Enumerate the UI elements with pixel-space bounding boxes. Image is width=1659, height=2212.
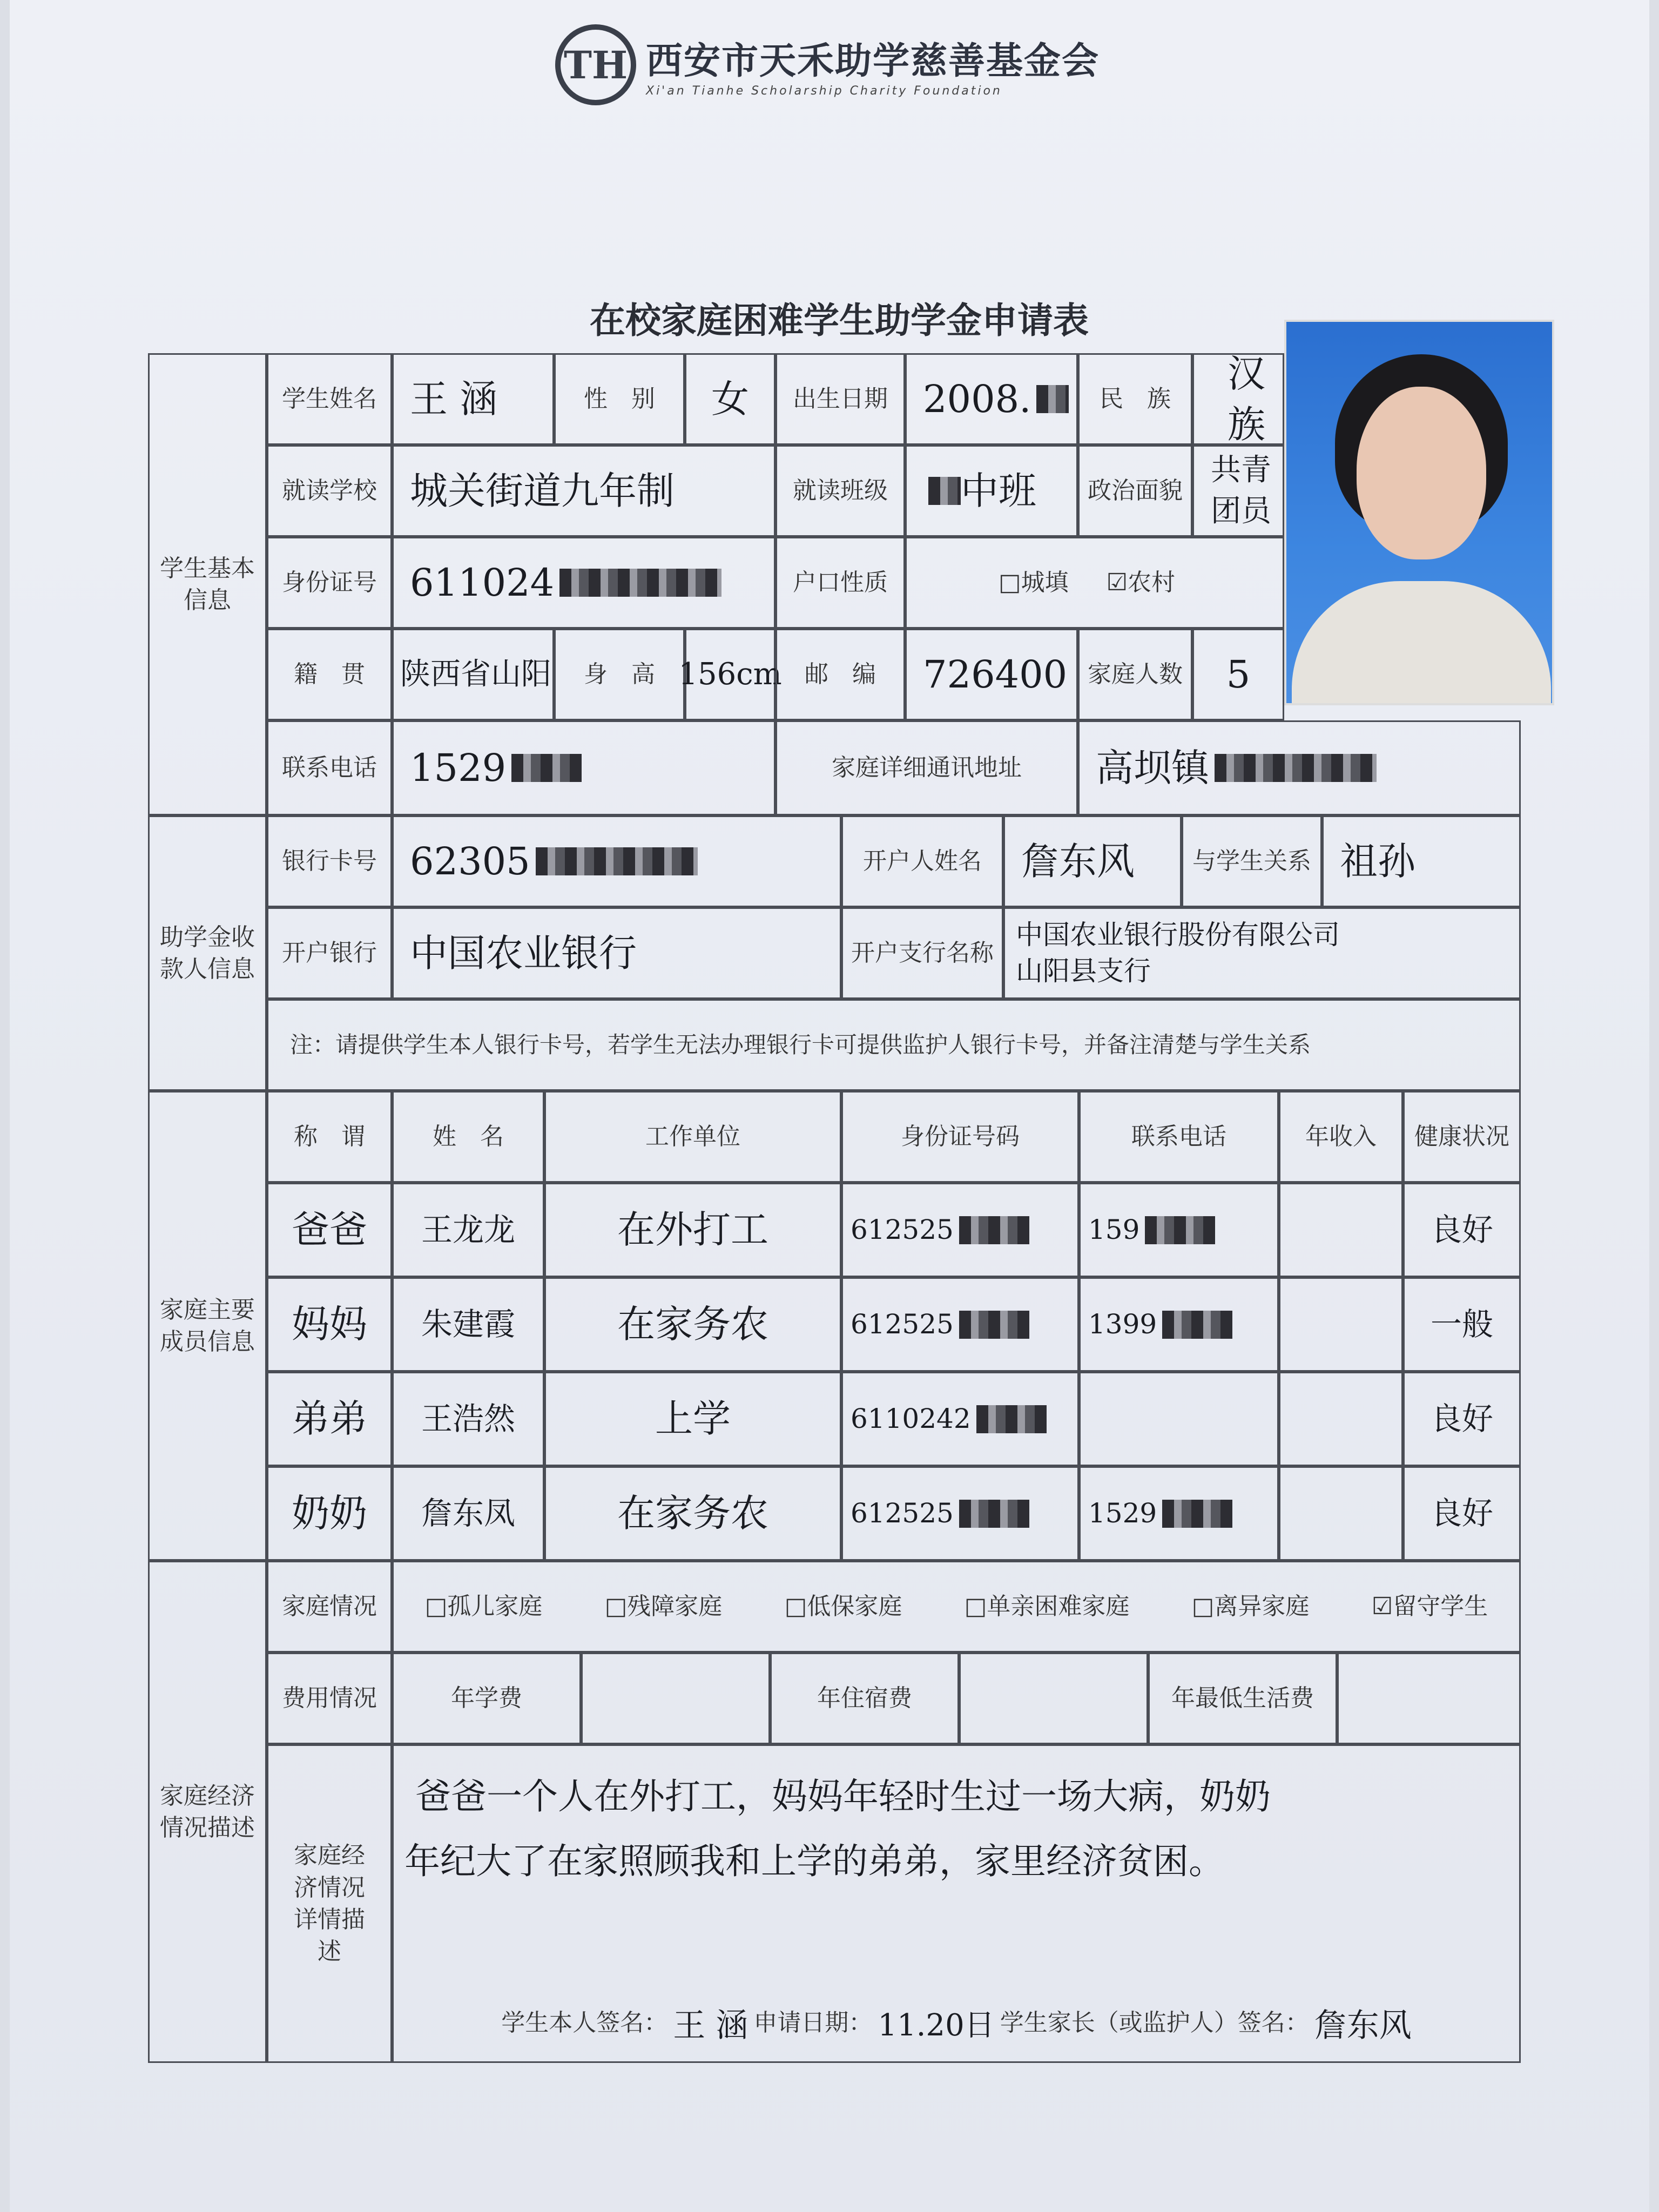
- label-bank-name: 开户银行: [267, 907, 392, 999]
- bank-note: 注：请提供学生本人银行卡号，若学生无法办理银行卡可提供监护人银行卡号，并备注清楚与学生关系: [267, 999, 1521, 1091]
- family-relation: 爸爸: [267, 1183, 392, 1277]
- redacted-mark: [1145, 1216, 1215, 1244]
- gender-value: 女: [685, 353, 775, 445]
- account-holder-value: 詹东风: [1003, 815, 1182, 907]
- redacted-mark: [536, 847, 698, 875]
- hukou-options: [905, 537, 1284, 629]
- phone-value: 1529: [392, 720, 775, 815]
- branch-name-value: 中国农业银行股份有限公司 山阳县支行: [1003, 907, 1521, 999]
- header-income: 年收入: [1279, 1091, 1403, 1183]
- family-relation: 奶奶: [267, 1466, 392, 1561]
- address-value: 高坝镇: [1078, 720, 1521, 815]
- redacted-mark: [1162, 1311, 1232, 1339]
- family-relation: 妈妈: [267, 1277, 392, 1372]
- height-value: 156cm: [685, 629, 775, 720]
- student-signature: 王 涵: [673, 2007, 748, 2045]
- redacted-mark: [511, 754, 582, 782]
- family-workplace: 上学: [544, 1372, 841, 1466]
- label-branch-name: 开户支行名称: [841, 907, 1003, 999]
- redacted-mark: [1162, 1500, 1232, 1528]
- header-health: 健康状况: [1403, 1091, 1521, 1183]
- signature-line: 学生本人签名： 王 涵 申请日期： 11.20日 学生家长（或监护人）签名： 詹东风: [394, 2000, 1519, 2046]
- application-form-paper: [10, 0, 1649, 2212]
- redacted-mark: [959, 1500, 1029, 1528]
- family-workplace: 在外打工: [544, 1183, 841, 1277]
- hukou-rural-checkbox[interactable]: ☑农村: [1106, 569, 1176, 597]
- label-living-cost: 年最低生活费: [1148, 1653, 1337, 1744]
- family-phone: 1529: [1079, 1466, 1279, 1561]
- label-economy-details: 家庭经济情况详情描述: [267, 1744, 392, 2063]
- redacted-mark: [959, 1216, 1029, 1244]
- label-relation: 与学生关系: [1182, 815, 1322, 907]
- family-phone: 159: [1079, 1183, 1279, 1277]
- family-income: [1279, 1466, 1403, 1561]
- application-date: 11.20日: [878, 2008, 995, 2043]
- family-situation-options: [392, 1561, 1521, 1653]
- native-place-value: 陕西省山阳: [392, 629, 554, 720]
- politics-value: 共青团员: [1192, 445, 1284, 537]
- low-income-family-checkbox[interactable]: □低保家庭: [784, 1593, 902, 1621]
- family-id-number: 612525: [841, 1277, 1079, 1372]
- label-tuition: 年学费: [392, 1653, 581, 1744]
- family-name: 朱建霞: [392, 1277, 544, 1372]
- family-workplace: 在家务农: [544, 1277, 841, 1372]
- bank-name-value: 中国农业银行: [392, 907, 841, 999]
- label-account-holder: 开户人姓名: [841, 815, 1003, 907]
- left-behind-student-checkbox[interactable]: ☑留守学生: [1371, 1593, 1488, 1621]
- family-size-value: 5: [1192, 629, 1284, 720]
- postcode-value: 726400: [905, 629, 1078, 720]
- family-health: 一般: [1403, 1277, 1521, 1372]
- label-student-name: 学生姓名: [267, 353, 392, 445]
- label-bank-card: 银行卡号: [267, 815, 392, 907]
- class-value: 中班: [905, 445, 1078, 537]
- disabled-family-checkbox[interactable]: □残障家庭: [604, 1593, 723, 1621]
- family-phone: [1079, 1372, 1279, 1466]
- family-health: 良好: [1403, 1183, 1521, 1277]
- economy-details-box: [392, 1744, 1521, 2063]
- header-phone: 联系电话: [1079, 1091, 1279, 1183]
- relation-value: 祖孙: [1322, 815, 1521, 907]
- redacted-mark: [928, 477, 961, 505]
- family-income: [1279, 1183, 1403, 1277]
- student-photo: [1284, 320, 1554, 705]
- divorced-family-checkbox[interactable]: □离异家庭: [1191, 1593, 1310, 1621]
- family-workplace: 在家务农: [544, 1466, 841, 1561]
- student-name-value: 王 涵: [392, 353, 554, 445]
- section-family-members: 家庭主要成员信息: [148, 1091, 267, 1561]
- family-income: [1279, 1372, 1403, 1466]
- family-relation: 弟弟: [267, 1372, 392, 1466]
- label-birth-date: 出生日期: [775, 353, 905, 445]
- economy-details-line2: 年纪大了在家照顾我和上学的弟弟，家里经济贫困。: [404, 1840, 1224, 1882]
- bank-card-value: 62305: [392, 815, 841, 907]
- family-health: 良好: [1403, 1372, 1521, 1466]
- label-hukou: 户口性质: [775, 537, 905, 629]
- section-economy: 家庭经济情况描述: [148, 1561, 267, 2063]
- header-relation: 称 谓: [267, 1091, 392, 1183]
- section-bank-info: 助学金收款人信息: [148, 815, 267, 1091]
- hukou-urban-checkbox[interactable]: □城填: [999, 569, 1069, 597]
- label-postcode: 邮 编: [775, 629, 905, 720]
- family-name: 王龙龙: [392, 1183, 544, 1277]
- family-name: 王浩然: [392, 1372, 544, 1466]
- lodging-value: [959, 1653, 1148, 1744]
- header-id-number: 身份证号码: [841, 1091, 1079, 1183]
- economy-details-line1: 爸爸一个人在外打工，妈妈年轻时生过一场大病，奶奶: [415, 1776, 1271, 1817]
- label-family-size: 家庭人数: [1078, 629, 1192, 720]
- label-school: 就读学校: [267, 445, 392, 537]
- family-id-number: 6110242: [841, 1372, 1079, 1466]
- guardian-signature: 詹东风: [1314, 2007, 1412, 2045]
- family-id-number: 612525: [841, 1466, 1079, 1561]
- label-class: 就读班级: [775, 445, 905, 537]
- redacted-mark: [1215, 754, 1377, 782]
- section-student-info: 学生基本信息: [148, 353, 267, 815]
- form-title: 在校家庭困难学生助学金申请表: [590, 300, 1089, 341]
- family-phone: 1399: [1079, 1277, 1279, 1372]
- family-income: [1279, 1277, 1403, 1372]
- foundation-name: 西安市天禾助学慈善基金会: [646, 40, 1100, 83]
- label-native-place: 籍 贯: [267, 629, 392, 720]
- foundation-name-en: Xi'an Tianhe Scholarship Charity Foundation: [646, 84, 1002, 98]
- redacted-mark: [959, 1311, 1029, 1339]
- label-costs: 费用情况: [267, 1653, 392, 1744]
- label-phone: 联系电话: [267, 720, 392, 815]
- label-gender: 性 别: [554, 353, 685, 445]
- redacted-mark: [559, 569, 721, 597]
- ethnicity-value: 汉族: [1192, 353, 1284, 445]
- orphan-family-checkbox[interactable]: □孤儿家庭: [424, 1593, 543, 1621]
- label-lodging: 年住宿费: [770, 1653, 959, 1744]
- redacted-mark: [1036, 385, 1069, 413]
- family-health: 良好: [1403, 1466, 1521, 1561]
- birth-date-value: 2008.: [905, 353, 1078, 445]
- family-id-number: 612525: [841, 1183, 1079, 1277]
- redacted-mark: [976, 1405, 1047, 1433]
- label-address: 家庭详细通讯地址: [775, 720, 1078, 815]
- label-family-situation: 家庭情况: [267, 1561, 392, 1653]
- living-cost-value: [1337, 1653, 1521, 1744]
- label-ethnicity: 民 族: [1078, 353, 1192, 445]
- header-workplace: 工作单位: [544, 1091, 841, 1183]
- id-number-value: 611024: [392, 537, 775, 629]
- tuition-value: [581, 1653, 770, 1744]
- header-name: 姓 名: [392, 1091, 544, 1183]
- single-parent-family-checkbox[interactable]: □单亲困难家庭: [964, 1593, 1130, 1621]
- family-name: 詹东凤: [392, 1466, 544, 1561]
- foundation-logo: [555, 22, 1100, 108]
- foundation-logo-icon: TH: [555, 24, 636, 105]
- school-value: 城关街道九年制: [392, 445, 775, 537]
- label-politics: 政治面貌: [1078, 445, 1192, 537]
- label-id-number: 身份证号: [267, 537, 392, 629]
- label-height: 身 高: [554, 629, 685, 720]
